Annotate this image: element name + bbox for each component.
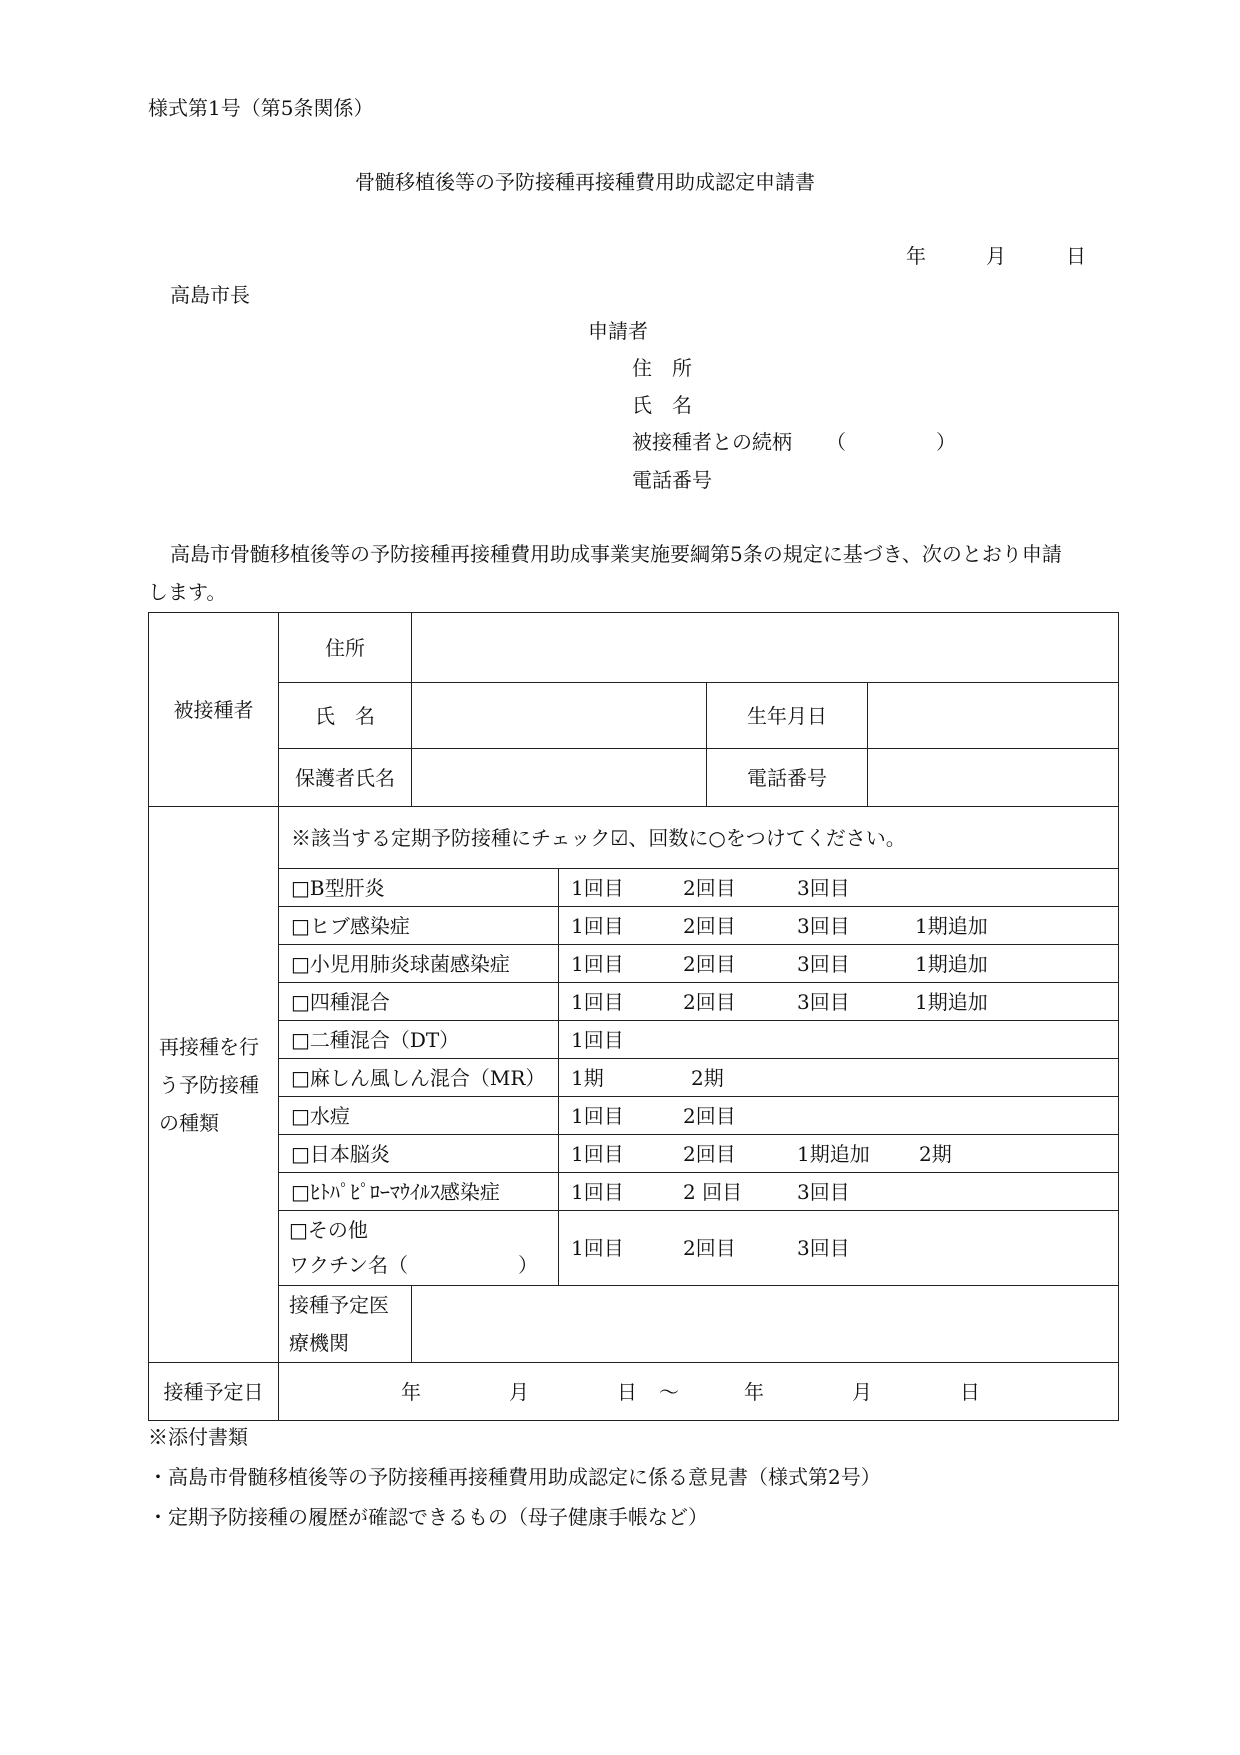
vaccine-doses-mr [559,1059,1119,1097]
dose-option[interactable]: 2期 [691,1065,724,1090]
dose-option[interactable]: 2回目 [683,951,736,976]
institution-label: 接種予定医療機関 [279,1286,412,1363]
applicant-name-label: 氏 名 [632,393,692,417]
vaccine-other-close-paren: ） [518,1253,538,1277]
vaccine-doses-hib [559,907,1119,945]
dose-option[interactable]: 1回目 [571,951,624,976]
dose-option[interactable]: 3回目 [797,951,850,976]
schedule-to-day: 日 [960,1379,980,1404]
schedule-from-day: 日 [617,1379,637,1404]
vaccine-doses-pneumococcal [559,945,1119,983]
dose-option[interactable]: 1期追加 [915,989,988,1014]
date-month: 月 [986,244,1006,268]
vaccine-row-dt[interactable]: □二種混合（DT） [279,1021,559,1059]
recipient-birth-label: 生年月日 [707,683,868,749]
vaccine-row-hib[interactable]: □ヒブ感染症 [279,907,559,945]
dose-option[interactable]: 1回目 [571,875,624,900]
dose-option[interactable]: 1回目 [571,1103,624,1128]
dose-option[interactable]: 1期追加 [915,913,988,938]
vaccine-row-mr[interactable]: □麻しん風しん混合（MR） [279,1059,559,1097]
dose-option[interactable]: 2期 [919,1141,952,1166]
application-table [148,612,1119,1421]
guardian-name-field[interactable] [412,749,707,807]
dose-option[interactable]: 1回目 [571,989,624,1014]
vaccine-row-pneumococcal[interactable]: □小児用肺炎球菌感染症 [279,945,559,983]
vaccine-doses-other [559,1211,1119,1286]
attachment-item: ・高島市骨髄移植後等の予防接種再接種費用助成認定に係る意見書（様式第2号） [148,1465,881,1489]
dose-option[interactable]: 2回目 [683,1141,736,1166]
vaccine-row-hepatitis-b[interactable]: □B型肝炎 [279,869,559,907]
attachment-item: ・定期予防接種の履歴が確認できるもの（母子健康手帳など） [148,1505,708,1529]
dose-option[interactable]: 2回目 [683,1103,736,1128]
recipient-birth-field[interactable] [868,683,1119,749]
recipient-name-field[interactable] [412,683,707,749]
dose-option[interactable]: 1期 [571,1065,604,1090]
recipient-address-label: 住所 [279,613,412,683]
intro-text-line2: します。 [148,580,227,604]
vaccine-instruction: ※該当する定期予防接種にチェック☑、回数に○をつけてください。 [279,807,1119,869]
relation-close-paren: ） [936,430,956,454]
vaccine-doses-dt [559,1021,1119,1059]
dose-option[interactable]: 1回目 [571,913,624,938]
dose-option[interactable]: 1回目 [571,1179,624,1204]
dose-option[interactable]: 3回目 [797,1236,850,1260]
vaccine-doses-hpv [559,1173,1119,1211]
schedule-field[interactable] [279,1363,1119,1421]
vaccine-doses-japanese-encephalitis [559,1135,1119,1173]
schedule-to-month: 月 [852,1379,872,1404]
vaccine-row-dpt-ipv[interactable]: □四種混合 [279,983,559,1021]
dose-option[interactable]: 2 回目 [683,1179,743,1204]
guardian-name-label: 保護者氏名 [279,749,412,807]
applicant-phone-label: 電話番号 [632,468,712,492]
vaccine-row-hpv[interactable]: □ﾋﾄﾊﾟﾋﾟﾛｰﾏｳｲﾙｽ感染症 [279,1173,559,1211]
vaccine-row-other[interactable] [279,1211,559,1286]
dose-option[interactable]: 2回目 [683,913,736,938]
recipient-phone-field[interactable] [868,749,1119,807]
applicant-address-label: 住 所 [632,356,692,380]
vaccine-doses-dpt-ipv [559,983,1119,1021]
dose-option[interactable]: 1回目 [571,1141,624,1166]
applicant-heading: 申請者 [588,319,648,343]
recipient-address-field[interactable] [412,613,1119,683]
institution-field[interactable] [412,1286,1119,1363]
recipient-section-label: 被接種者 [149,613,279,807]
schedule-to-year: 年 [744,1379,764,1404]
vaccine-doses-varicella [559,1097,1119,1135]
vaccine-row-varicella[interactable]: □水痘 [279,1097,559,1135]
dose-option[interactable]: 3回目 [797,875,850,900]
date-year: 年 [906,244,926,268]
dose-option[interactable]: 2回目 [683,875,736,900]
schedule-tilde: ～ [659,1379,679,1404]
intro-text-line1: 高島市骨髄移植後等の予防接種再接種費用助成事業実施要綱第5条の規定に基づき、次のとおり申請 [170,542,1062,566]
vaccine-doses-hepatitis-b [559,869,1119,907]
attachments-heading: ※添付書類 [148,1425,248,1449]
applicant-relation-label: 被接種者との続柄 [632,430,792,454]
document-title: 骨髄移植後等の予防接種再接種費用助成認定申請書 [355,170,815,194]
vaccine-row-japanese-encephalitis[interactable]: □日本脳炎 [279,1135,559,1173]
schedule-label: 接種予定日 [149,1363,279,1421]
dose-option[interactable]: 3回目 [797,1179,850,1204]
vaccine-other-label: □その他 [289,1218,368,1242]
vaccine-other-name-label: ワクチン名（ [289,1253,408,1277]
recipient-phone-label: 電話番号 [707,749,868,807]
dose-option[interactable]: 2回目 [683,989,736,1014]
dose-option[interactable]: 1期追加 [915,951,988,976]
date-day: 日 [1066,244,1086,268]
schedule-from-month: 月 [509,1379,529,1404]
schedule-from-year: 年 [401,1379,421,1404]
dose-option[interactable]: 1期追加 [797,1141,870,1166]
relation-open-paren: （ [826,430,846,454]
dose-option[interactable]: 3回目 [797,913,850,938]
form-number: 様式第1号（第5条関係） [148,96,374,120]
dose-option[interactable]: 3回目 [797,989,850,1014]
recipient-name-label: 氏 名 [279,683,412,749]
dose-option[interactable]: 1回目 [571,1027,624,1052]
vaccine-section-label: 再接種を行う予防接種の種類 [149,807,279,1363]
dose-option[interactable]: 2回目 [683,1236,736,1260]
dose-option[interactable]: 1回目 [571,1236,624,1260]
addressee: 高島市長 [170,283,250,307]
